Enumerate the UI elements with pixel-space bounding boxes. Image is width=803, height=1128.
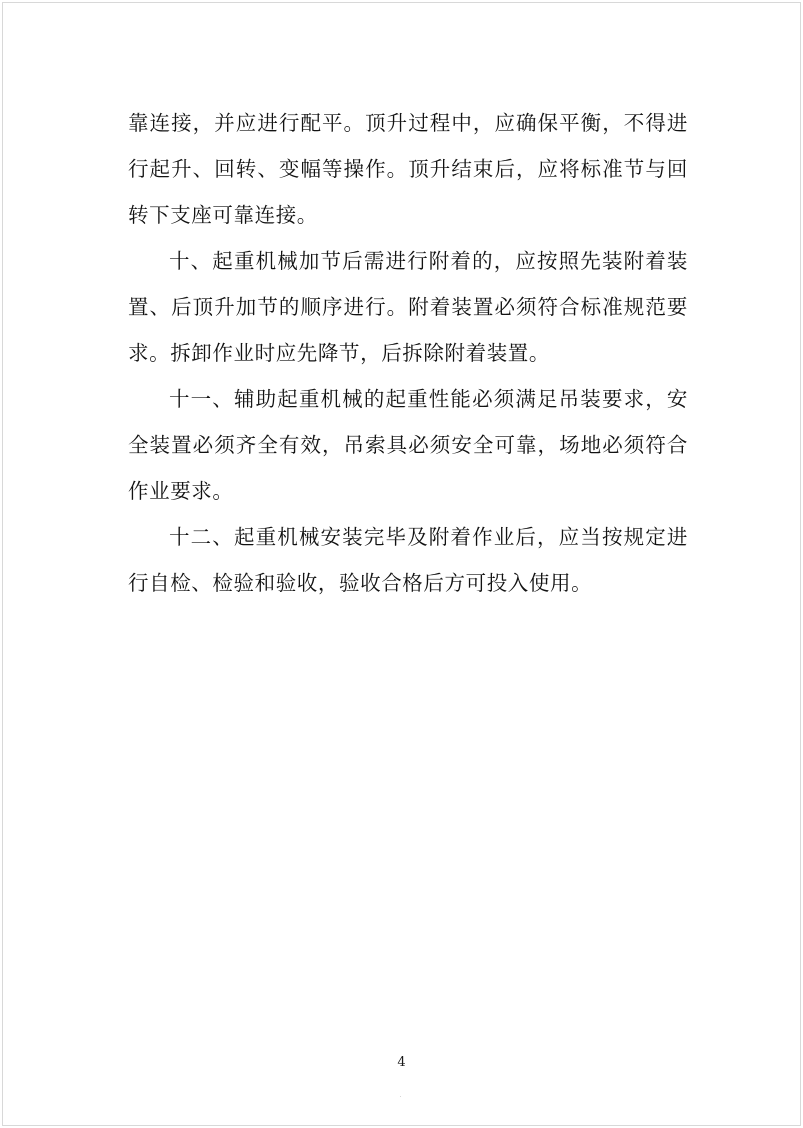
paragraph-continuation: 靠连接，并应进行配平。顶升过程中，应确保平衡，不得进行起升、回转、变幅等操作。顶升结束后，应将标准节与回转下支座可靠连接。 bbox=[128, 111, 688, 227]
document-body bbox=[128, 100, 688, 606]
paragraph-item-12: 十二、起重机械安装完毕及附着作业后，应当按规定进行自检、检验和验收，验收合格后方可投入使用。 bbox=[128, 525, 688, 595]
paragraph-item-11: 十一、辅助起重机械的起重性能必须满足吊装要求，安全装置必须齐全有效，吊索具必须安全可靠，场地必须符合作业要求。 bbox=[128, 387, 688, 503]
page-number: 4 bbox=[397, 1055, 406, 1070]
footer-mark: · bbox=[399, 1093, 404, 1101]
paragraph-item-10: 十、起重机械加节后需进行附着的，应按照先装附着装置、后顶升加节的顺序进行。附着装置必须符合标准规范要求。拆卸作业时应先降节，后拆除附着装置。 bbox=[128, 249, 688, 365]
